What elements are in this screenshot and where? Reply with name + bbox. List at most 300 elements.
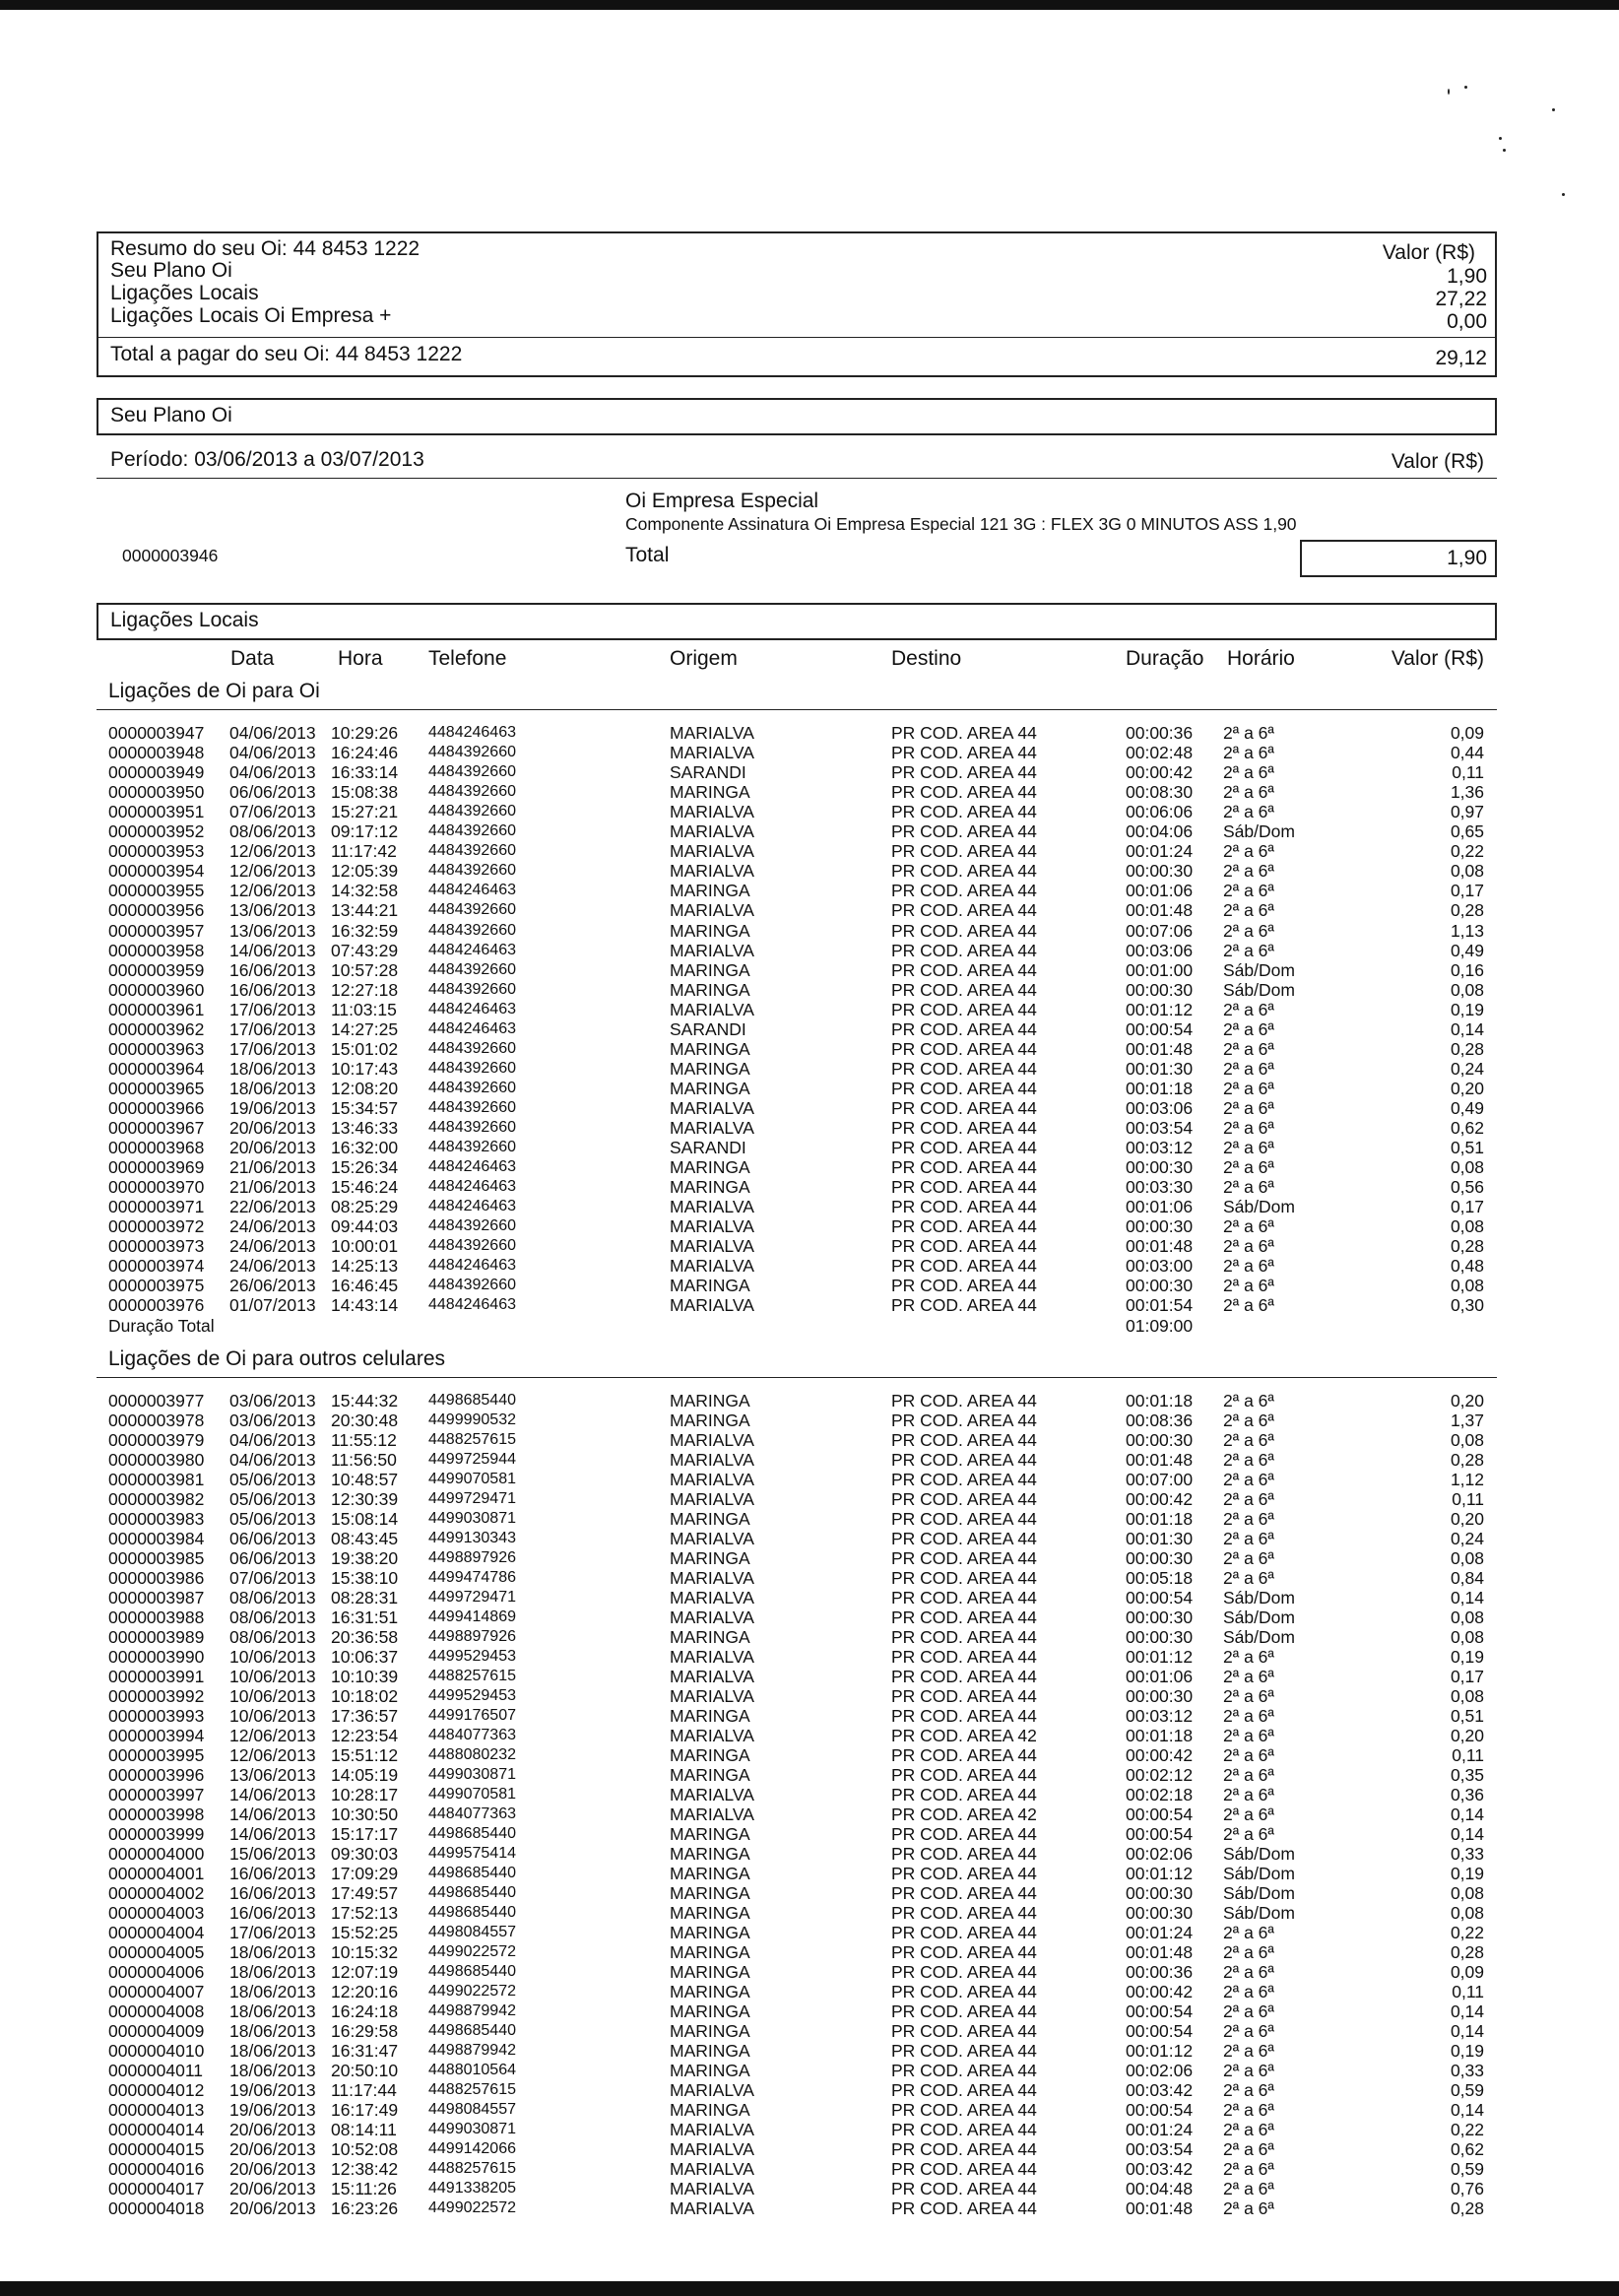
duracao-total-label: Duração Total	[108, 1316, 215, 1336]
call-time: 16:46:45	[331, 1276, 399, 1296]
call-duration: 00:01:30	[1126, 1058, 1194, 1079]
call-value: 0,28	[1450, 2198, 1484, 2218]
call-duration: 00:01:06	[1126, 1667, 1194, 1686]
call-phone: 4498685440	[428, 1884, 516, 1901]
call-id: 0000004005	[108, 1942, 205, 1962]
table-row	[0, 1686, 1619, 1706]
call-id: 0000003980	[108, 1450, 205, 1470]
call-period: 2ª a 6ª	[1223, 1295, 1274, 1316]
call-destination: PR COD. AREA 44	[891, 1276, 1037, 1296]
call-duration: 00:01:54	[1126, 1295, 1194, 1316]
call-value: 0,08	[1450, 1883, 1484, 1903]
call-duration: 00:00:54	[1126, 1588, 1194, 1607]
call-phone: 4484246463	[428, 1257, 516, 1275]
call-destination: PR COD. AREA 44	[891, 1745, 1037, 1765]
call-value: 0,17	[1450, 1197, 1484, 1217]
call-value: 0,20	[1450, 1078, 1484, 1098]
call-time: 12:27:18	[331, 979, 399, 1000]
call-date: 12/06/2013	[229, 1745, 316, 1765]
call-time: 16:24:18	[331, 2001, 399, 2021]
group-b-divider	[97, 1377, 1497, 1378]
call-destination: PR COD. AREA 44	[891, 1982, 1037, 2001]
call-destination: PR COD. AREA 44	[891, 1883, 1037, 1903]
call-time: 16:24:46	[331, 743, 399, 763]
call-duration: 00:00:42	[1126, 762, 1194, 783]
call-date: 12/06/2013	[229, 841, 316, 862]
call-duration: 00:00:30	[1126, 1548, 1194, 1568]
call-phone: 4484246463	[428, 1178, 516, 1196]
call-value: 0,24	[1450, 1058, 1484, 1079]
call-date: 24/06/2013	[229, 1216, 316, 1237]
call-duration: 00:08:36	[1126, 1410, 1194, 1430]
table-row	[0, 1509, 1619, 1529]
table-row	[0, 1276, 1619, 1295]
table-row	[0, 1216, 1619, 1236]
table-row	[0, 1568, 1619, 1588]
call-phone: 4498685440	[428, 1904, 516, 1921]
call-value: 0,11	[1452, 1489, 1484, 1509]
call-duration: 00:01:24	[1126, 2120, 1194, 2139]
call-value: 0,28	[1450, 1942, 1484, 1962]
call-time: 17:36:57	[331, 1706, 399, 1726]
call-phone: 4488010564	[428, 2062, 516, 2078]
call-origin: MARINGA	[670, 2061, 750, 2080]
call-time: 08:14:11	[331, 2120, 397, 2139]
table-row	[0, 1019, 1619, 1039]
call-date: 04/06/2013	[229, 1450, 316, 1470]
call-date: 04/06/2013	[229, 762, 316, 783]
call-date: 16/06/2013	[229, 1903, 316, 1923]
table-row	[0, 1295, 1619, 1315]
call-period: 2ª a 6ª	[1223, 1118, 1274, 1138]
call-date: 19/06/2013	[229, 1097, 316, 1118]
call-phone: 4484392660	[428, 901, 516, 919]
call-period: Sáb/Dom	[1223, 1627, 1295, 1647]
plano-component: Componente Assinatura Oi Empresa Especial 121 3G : FLEX 3G 0 MINUTOS ASS 1,90	[625, 514, 1297, 534]
call-value: 0,08	[1450, 1607, 1484, 1627]
call-date: 18/06/2013	[229, 2041, 316, 2061]
call-date: 06/06/2013	[229, 1529, 316, 1548]
call-period: 2ª a 6ª	[1223, 2100, 1274, 2120]
call-date: 18/06/2013	[229, 1982, 316, 2001]
call-date: 17/06/2013	[229, 1018, 316, 1039]
call-origin: MARIALVA	[670, 1726, 754, 1745]
call-destination: PR COD. AREA 44	[891, 1864, 1037, 1883]
call-destination: PR COD. AREA 44	[891, 1607, 1037, 1627]
call-origin: MARIALVA	[670, 1529, 754, 1548]
table-row	[0, 1607, 1619, 1627]
call-origin: MARINGA	[670, 1078, 750, 1098]
call-time: 10:15:32	[331, 1942, 399, 1962]
call-date: 04/06/2013	[229, 1430, 316, 1450]
call-phone: 4499142066	[428, 2140, 516, 2157]
call-id: 0000003949	[108, 762, 205, 783]
call-origin: MARINGA	[670, 1058, 750, 1079]
table-row	[0, 1844, 1619, 1864]
call-time: 20:50:10	[331, 2061, 399, 2080]
call-date: 08/06/2013	[229, 821, 316, 842]
call-phone: 4484392660	[428, 862, 516, 880]
table-row	[0, 1000, 1619, 1019]
call-value: 0,08	[1450, 979, 1484, 1000]
call-destination: PR COD. AREA 44	[891, 959, 1037, 980]
call-destination: PR COD. AREA 44	[891, 1138, 1037, 1158]
call-destination: PR COD. AREA 44	[891, 2041, 1037, 2061]
call-id: 0000003952	[108, 821, 205, 842]
call-destination: PR COD. AREA 44	[891, 2061, 1037, 2080]
call-value: 0,09	[1450, 1962, 1484, 1982]
call-date: 15/06/2013	[229, 1844, 316, 1864]
call-id: 0000004003	[108, 1903, 205, 1923]
call-date: 12/06/2013	[229, 1726, 316, 1745]
call-phone: 4498897926	[428, 1549, 516, 1566]
call-id: 0000003979	[108, 1430, 205, 1450]
call-value: 0,08	[1450, 1276, 1484, 1296]
call-origin: MARINGA	[670, 1824, 750, 1844]
plano-id: 0000003946	[122, 546, 219, 565]
table-row	[0, 743, 1619, 762]
call-date: 07/06/2013	[229, 802, 316, 822]
call-date: 18/06/2013	[229, 1058, 316, 1079]
call-duration: 00:00:54	[1126, 1824, 1194, 1844]
call-destination: PR COD. AREA 44	[891, 1529, 1037, 1548]
call-time: 12:23:54	[331, 1726, 399, 1745]
call-origin: MARIALVA	[670, 841, 754, 862]
call-phone: 4484392660	[428, 921, 516, 939]
call-period: 2ª a 6ª	[1223, 2139, 1274, 2159]
call-time: 12:08:20	[331, 1078, 399, 1098]
call-date: 05/06/2013	[229, 1489, 316, 1509]
call-phone: 4499022572	[428, 2199, 516, 2216]
call-destination: PR COD. AREA 44	[891, 1470, 1037, 1489]
call-id: 0000003990	[108, 1647, 205, 1667]
call-id: 0000003971	[108, 1197, 205, 1217]
call-destination: PR COD. AREA 44	[891, 1410, 1037, 1430]
call-destination: PR COD. AREA 44	[891, 999, 1037, 1019]
table-row	[0, 1157, 1619, 1177]
table-row	[0, 2061, 1619, 2080]
call-phone: 4488257615	[428, 2081, 516, 2098]
call-origin: MARIALVA	[670, 1430, 754, 1450]
call-phone: 4498685440	[428, 1963, 516, 1980]
call-destination: PR COD. AREA 44	[891, 1236, 1037, 1257]
call-time: 10:06:37	[331, 1647, 399, 1667]
call-time: 10:00:01	[331, 1236, 399, 1257]
call-period: 2ª a 6ª	[1223, 1667, 1274, 1686]
table-row	[0, 2198, 1619, 2218]
call-value: 0,59	[1450, 2159, 1484, 2179]
call-value: 0,08	[1450, 1216, 1484, 1237]
call-time: 15:51:12	[331, 1745, 399, 1765]
table-row	[0, 2021, 1619, 2041]
call-id: 0000003963	[108, 1038, 205, 1059]
call-duration: 00:00:30	[1126, 1157, 1194, 1178]
call-date: 17/06/2013	[229, 1923, 316, 1942]
call-origin: MARINGA	[670, 920, 750, 941]
call-phone: 4499474786	[428, 1569, 516, 1586]
call-duration: 00:01:12	[1126, 1864, 1194, 1883]
call-value: 0,49	[1450, 940, 1484, 960]
call-id: 0000003991	[108, 1667, 205, 1686]
table-row	[0, 1726, 1619, 1745]
call-phone: 4484392660	[428, 1098, 516, 1116]
call-id: 0000003987	[108, 1588, 205, 1607]
call-phone: 4488257615	[428, 2160, 516, 2177]
table-row	[0, 1864, 1619, 1883]
call-value: 0,51	[1450, 1138, 1484, 1158]
call-id: 0000003970	[108, 1177, 205, 1198]
call-destination: PR COD. AREA 44	[891, 979, 1037, 1000]
call-duration: 00:01:06	[1126, 881, 1194, 901]
call-duration: 00:00:36	[1126, 723, 1194, 743]
call-phone: 4484246463	[428, 1019, 516, 1037]
call-origin: MARIALVA	[670, 1197, 754, 1217]
call-phone: 4499529453	[428, 1648, 516, 1665]
call-date: 14/06/2013	[229, 940, 316, 960]
call-origin: MARIALVA	[670, 2179, 754, 2198]
call-period: 2ª a 6ª	[1223, 1765, 1274, 1785]
call-value: 0,14	[1450, 2021, 1484, 2041]
call-time: 13:46:33	[331, 1118, 399, 1138]
call-phone: 4499130343	[428, 1530, 516, 1546]
call-date: 10/06/2013	[229, 1667, 316, 1686]
call-phone: 4484392660	[428, 822, 516, 840]
call-phone: 4488080232	[428, 1746, 516, 1763]
call-date: 10/06/2013	[229, 1647, 316, 1667]
call-phone: 4499070581	[428, 1786, 516, 1803]
call-id: 0000004017	[108, 2179, 205, 2198]
call-time: 10:57:28	[331, 959, 399, 980]
call-phone: 4499729471	[428, 1589, 516, 1606]
call-origin: MARIALVA	[670, 2080, 754, 2100]
call-phone: 4484392660	[428, 1139, 516, 1156]
call-time: 10:17:43	[331, 1058, 399, 1079]
call-phone: 4499022572	[428, 1983, 516, 2000]
call-period: 2ª a 6ª	[1223, 1785, 1274, 1804]
call-time: 11:03:15	[331, 999, 397, 1019]
call-destination: PR COD. AREA 44	[891, 1962, 1037, 1982]
call-time: 09:17:12	[331, 821, 399, 842]
call-period: 2ª a 6ª	[1223, 1962, 1274, 1982]
call-time: 11:17:44	[331, 2080, 397, 2100]
call-origin: MARINGA	[670, 1923, 750, 1942]
call-date: 18/06/2013	[229, 1962, 316, 1982]
call-duration: 00:00:54	[1126, 1804, 1194, 1824]
call-destination: PR COD. AREA 44	[891, 2179, 1037, 2198]
call-time: 12:05:39	[331, 861, 399, 882]
call-duration: 00:00:30	[1126, 1686, 1194, 1706]
call-id: 0000003993	[108, 1706, 205, 1726]
summary-item-value: 0,00	[1447, 310, 1487, 333]
call-date: 03/06/2013	[229, 1391, 316, 1410]
call-phone: 4484246463	[428, 1158, 516, 1176]
call-origin: MARIALVA	[670, 1607, 754, 1627]
call-time: 20:36:58	[331, 1627, 399, 1647]
call-period: 2ª a 6ª	[1223, 1942, 1274, 1962]
call-origin: MARINGA	[670, 1844, 750, 1864]
call-date: 21/06/2013	[229, 1157, 316, 1178]
call-destination: PR COD. AREA 44	[891, 1018, 1037, 1039]
call-date: 20/06/2013	[229, 1138, 316, 1158]
call-date: 04/06/2013	[229, 743, 316, 763]
call-time: 15:44:32	[331, 1391, 399, 1410]
call-id: 0000004016	[108, 2159, 205, 2179]
call-date: 18/06/2013	[229, 2021, 316, 2041]
call-time: 15:17:17	[331, 1824, 399, 1844]
call-phone: 4498685440	[428, 2022, 516, 2039]
call-id: 0000004007	[108, 1982, 205, 2001]
call-id: 0000003967	[108, 1118, 205, 1138]
call-destination: PR COD. AREA 44	[891, 1038, 1037, 1059]
call-value: 0,35	[1450, 1765, 1484, 1785]
duracao-total-value: 01:09:00	[1126, 1316, 1194, 1336]
group-b-title: Ligações de Oi para outros celulares	[108, 1347, 446, 1370]
call-phone: 4499176507	[428, 1707, 516, 1724]
call-origin: MARINGA	[670, 1038, 750, 1059]
call-id: 0000003958	[108, 940, 205, 960]
call-date: 13/06/2013	[229, 900, 316, 921]
call-destination: PR COD. AREA 44	[891, 2198, 1037, 2218]
call-phone: 4484246463	[428, 1000, 516, 1017]
call-phone: 4484246463	[428, 1198, 516, 1215]
call-period: Sáb/Dom	[1223, 1607, 1295, 1627]
table-row	[0, 1903, 1619, 1923]
call-time: 07:43:29	[331, 940, 399, 960]
call-time: 09:30:03	[331, 1844, 399, 1864]
call-destination: PR COD. AREA 44	[891, 1824, 1037, 1844]
call-origin: MARIALVA	[670, 1647, 754, 1667]
call-time: 17:52:13	[331, 1903, 399, 1923]
table-row	[0, 821, 1619, 841]
call-period: 2ª a 6ª	[1223, 2041, 1274, 2061]
call-destination: PR COD. AREA 44	[891, 1157, 1037, 1178]
call-date: 16/06/2013	[229, 959, 316, 980]
call-id: 0000004013	[108, 2100, 205, 2120]
call-period: 2ª a 6ª	[1223, 1923, 1274, 1942]
call-origin: MARINGA	[670, 1706, 750, 1726]
call-time: 10:29:26	[331, 723, 399, 743]
call-destination: PR COD. AREA 44	[891, 2100, 1037, 2120]
plano-value-header: Valor (R$)	[1391, 450, 1484, 473]
call-id: 0000003977	[108, 1391, 205, 1410]
call-period: 2ª a 6ª	[1223, 999, 1274, 1019]
call-origin: MARINGA	[670, 2100, 750, 2120]
call-origin: SARANDI	[670, 762, 746, 783]
call-duration: 00:01:48	[1126, 2198, 1194, 2218]
call-time: 15:52:25	[331, 1923, 399, 1942]
table-row	[0, 1765, 1619, 1785]
col-header-valor: Valor (R$)	[1391, 647, 1484, 670]
call-duration: 00:08:30	[1126, 782, 1194, 803]
call-period: 2ª a 6ª	[1223, 2159, 1274, 2179]
call-value: 0,22	[1450, 1923, 1484, 1942]
group-a-title: Ligações de Oi para Oi	[108, 680, 320, 702]
call-destination: PR COD. AREA 44	[891, 1197, 1037, 1217]
table-row	[0, 1450, 1619, 1470]
call-id: 0000003988	[108, 1607, 205, 1627]
call-destination: PR COD. AREA 44	[891, 1295, 1037, 1316]
call-value: 0,11	[1452, 1982, 1484, 2001]
call-id: 0000004001	[108, 1864, 205, 1883]
call-duration: 00:02:12	[1126, 1765, 1194, 1785]
call-time: 09:44:03	[331, 1216, 399, 1237]
call-value: 0,17	[1450, 1667, 1484, 1686]
call-destination: PR COD. AREA 44	[891, 1844, 1037, 1864]
call-destination: PR COD. AREA 44	[891, 1686, 1037, 1706]
call-value: 0,08	[1450, 861, 1484, 882]
table-row	[0, 1785, 1619, 1804]
call-origin: MARIALVA	[670, 861, 754, 882]
plano-name: Oi Empresa Especial	[625, 490, 819, 512]
plano-section-title: Seu Plano Oi	[110, 404, 232, 426]
call-id: 0000003994	[108, 1726, 205, 1745]
scan-speck	[1464, 86, 1467, 89]
call-value: 0,56	[1450, 1177, 1484, 1198]
call-time: 17:49:57	[331, 1883, 399, 1903]
call-origin: MARIALVA	[670, 743, 754, 763]
call-origin: MARIALVA	[670, 2120, 754, 2139]
call-destination: PR COD. AREA 44	[891, 1765, 1037, 1785]
call-time: 16:17:49	[331, 2100, 399, 2120]
call-date: 08/06/2013	[229, 1607, 316, 1627]
call-time: 15:08:14	[331, 1509, 399, 1529]
call-phone: 4498879942	[428, 2042, 516, 2059]
call-origin: MARINGA	[670, 1765, 750, 1785]
call-destination: PR COD. AREA 44	[891, 2120, 1037, 2139]
call-value: 0,33	[1450, 2061, 1484, 2080]
call-destination: PR COD. AREA 44	[891, 782, 1037, 803]
call-id: 0000004011	[108, 2061, 204, 2080]
call-id: 0000003983	[108, 1509, 205, 1529]
call-date: 16/06/2013	[229, 1864, 316, 1883]
call-time: 11:17:42	[331, 841, 397, 862]
table-row	[0, 1923, 1619, 1942]
call-time: 15:01:02	[331, 1038, 399, 1059]
call-period: 2ª a 6ª	[1223, 1038, 1274, 1059]
call-duration: 00:03:54	[1126, 1118, 1194, 1138]
table-row	[0, 1039, 1619, 1059]
call-phone: 4484392660	[428, 1039, 516, 1057]
call-date: 10/06/2013	[229, 1706, 316, 1726]
table-row	[0, 1627, 1619, 1647]
call-origin: MARIALVA	[670, 1236, 754, 1257]
call-value: 0,11	[1452, 1745, 1484, 1765]
call-id: 0000003954	[108, 861, 205, 882]
call-date: 12/06/2013	[229, 881, 316, 901]
col-header-data: Data	[230, 647, 275, 670]
call-phone: 4488257615	[428, 1431, 516, 1448]
call-id: 0000003965	[108, 1078, 205, 1098]
table-row	[0, 1118, 1619, 1138]
call-origin: MARINGA	[670, 1942, 750, 1962]
call-duration: 00:01:12	[1126, 2041, 1194, 2061]
table-row	[0, 2001, 1619, 2021]
call-value: 0,84	[1450, 1568, 1484, 1588]
call-phone: 4484392660	[428, 763, 516, 781]
call-duration: 00:01:12	[1126, 1647, 1194, 1667]
call-id: 0000004014	[108, 2120, 205, 2139]
call-id: 0000003951	[108, 802, 205, 822]
call-phone: 4484077363	[428, 1805, 516, 1822]
call-origin: MARINGA	[670, 1883, 750, 1903]
call-value: 0,09	[1450, 723, 1484, 743]
call-phone: 4484392660	[428, 1119, 516, 1136]
call-phone: 4499030871	[428, 1510, 516, 1527]
call-period: Sáb/Dom	[1223, 979, 1295, 1000]
call-period: Sáb/Dom	[1223, 1197, 1295, 1217]
call-id: 0000003960	[108, 979, 205, 1000]
call-date: 08/06/2013	[229, 1627, 316, 1647]
